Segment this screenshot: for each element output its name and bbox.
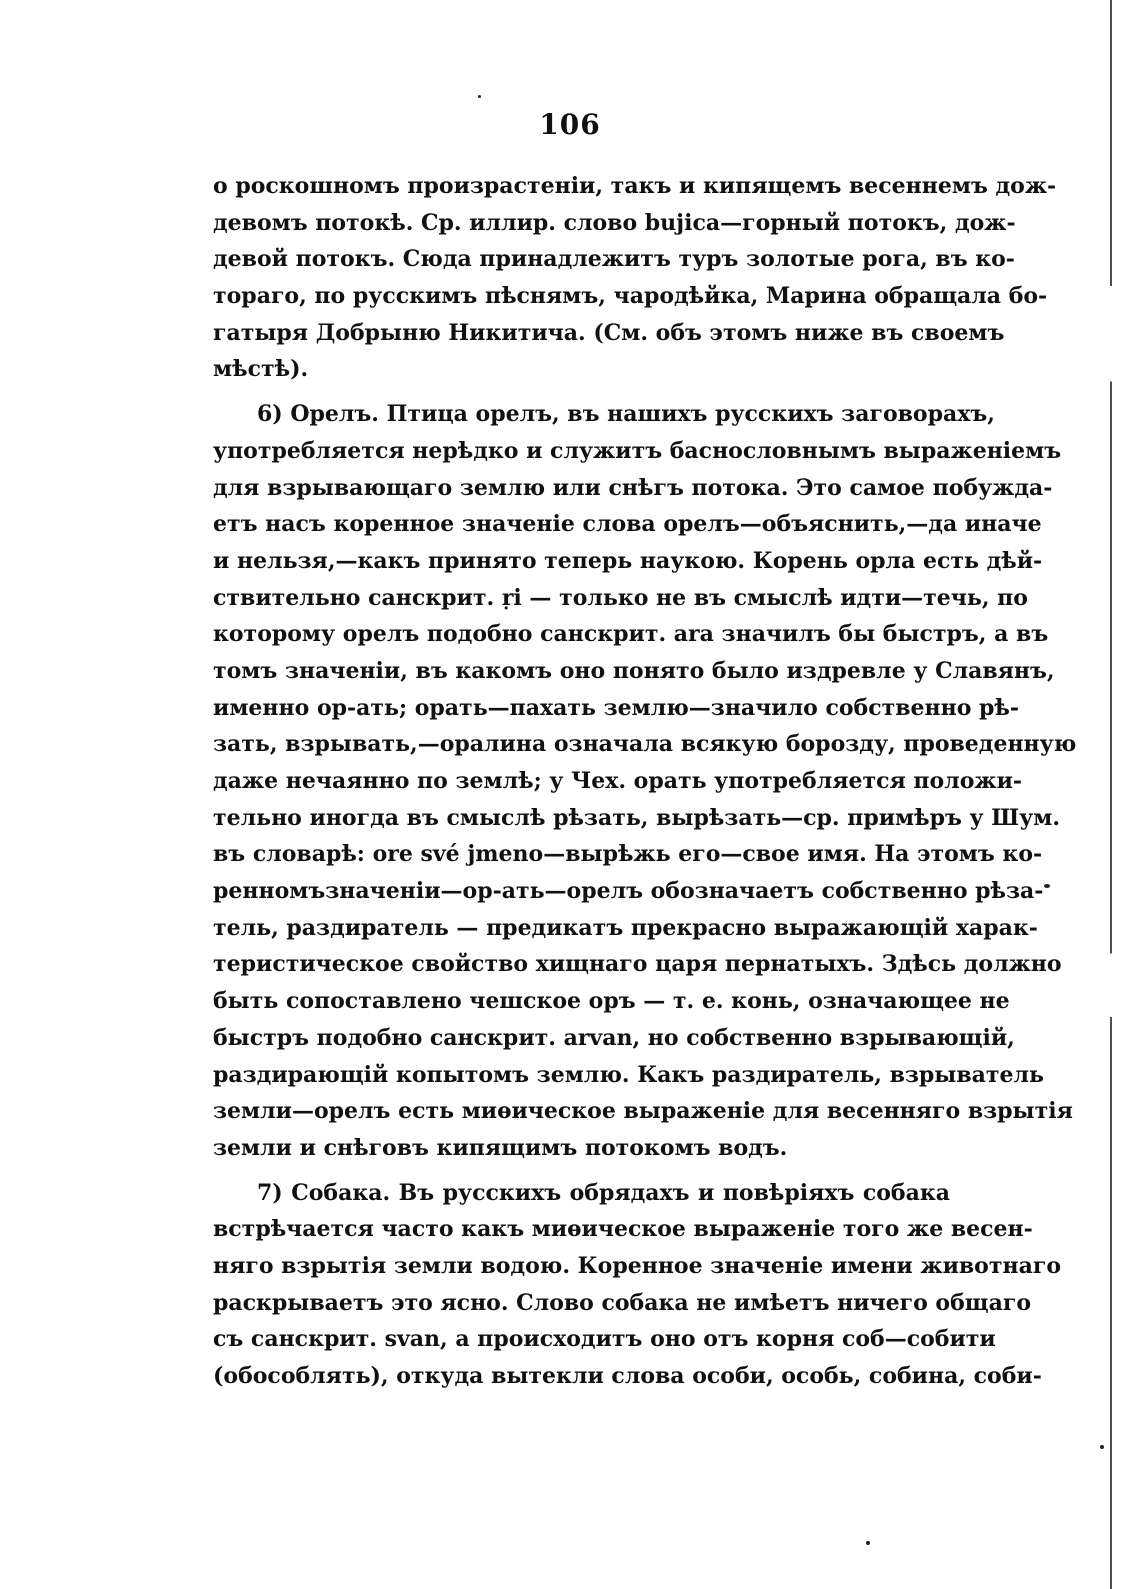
text-line: няго взрытія земли водою. Коренное значеніе имени животнаго	[213, 1252, 1061, 1279]
text-line: раздирающій копытомъ землю. Какъ раздиратель, взрыватель	[213, 1061, 1044, 1088]
paragraph-start-line: 6) Орелъ. Птица орелъ, въ нашихъ русскихъ заговорахъ,	[257, 401, 995, 428]
text-line: етъ насъ коренное значеніе слова орелъ—объяснить,—да иначе	[213, 511, 1042, 538]
text-line: съ санскрит. svan, а происходитъ оно отъ корня соб—собити	[213, 1326, 996, 1353]
scan-speck	[1100, 1445, 1104, 1449]
text-line: быть сопоставлено чешское оръ — т. е. конь, означающее не	[213, 988, 1010, 1015]
text-line: зать, взрывать,—оралина означала всякую борозду, проведенную	[213, 731, 1077, 758]
text-line: ствительно санскрит. ṛi — только не въ смыслѣ идти—течь, по	[213, 584, 1028, 611]
text-line: для взрывающаго землю или снѣгъ потока. Это самое побужда-	[213, 474, 1053, 501]
scan-speck	[478, 95, 481, 98]
body-text	[213, 168, 1077, 1395]
page-number: 106	[539, 108, 601, 141]
scan-speck	[1044, 884, 1050, 888]
text-line: земли—орелъ есть миѳическое выраженіе для весенняго взрытія	[213, 1098, 1073, 1125]
text-line: теристическое свойство хищнаго царя пернатыхъ. Здѣсь должно	[213, 951, 1062, 978]
text-line: быстръ подобно санскрит. arvan, но собственно взрывающій,	[213, 1024, 1015, 1051]
text-line: тораго, по русскимъ пѣснямъ, чародѣйка, Марина обращала бо-	[213, 283, 1048, 310]
text-line: употребляется нерѣдко и служитъ баснословнымъ выраженіемъ	[213, 437, 1062, 464]
text-line: девой потокъ. Сюда принадлежитъ туръ золотые рога, въ ко-	[213, 246, 1015, 273]
text-line: ренномъзначеніи—ор-ать—орелъ обозначаетъ собственно рѣза-	[213, 878, 1044, 905]
text-line: и нельзя,—какъ принято теперь наукою. Корень орла есть дѣй-	[213, 547, 1043, 574]
text-line: въ словарѣ: ore své jmeno—вырѣжь его—свое имя. На этомъ ко-	[213, 841, 1043, 868]
text-line: именно ор-ать; орать—пахать землю—значило собственно рѣ-	[213, 694, 1020, 721]
text-line: мѣстѣ).	[213, 356, 309, 383]
text-line: встрѣчается часто какъ миѳическое выраженіе того же весен-	[213, 1216, 1033, 1243]
paragraph-start-line: 7) Собака. Въ русскихъ обрядахъ и повѣріяхъ собака	[257, 1179, 950, 1206]
text-line: о роскошномъ произрастеніи, такъ и кипящемъ весеннемъ дож-	[213, 173, 1057, 199]
text-line: земли и снѣговъ кипящимъ потокомъ водъ.	[213, 1134, 788, 1161]
text-line: даже нечаянно по землѣ; у Чех. орать употребляется положи-	[213, 768, 1023, 794]
text-line: (обособлять), откуда вытекли слова особи, особь, собина, соби-	[213, 1363, 1042, 1389]
text-line: тель, раздиратель — предикатъ прекрасно выражающій харак-	[213, 914, 1038, 941]
scan-speck	[866, 1541, 870, 1545]
scan-edge-line	[1110, 0, 1112, 1589]
text-line: раскрываетъ это ясно. Слово собака не имѣетъ ничего общаго	[213, 1289, 1031, 1316]
text-line: девомъ потокѣ. Ср. иллир. слово bujica—горный потокъ, дож-	[213, 209, 1016, 236]
text-line: гатыря Добрыню Никитича. (См. объ этомъ ниже въ своемъ	[213, 319, 1005, 346]
text-line: томъ значеніи, въ какомъ оно понято было издревле у Славянъ,	[213, 657, 1055, 684]
text-line: которому орелъ подобно санскрит. ara значилъ бы быстръ, а въ	[213, 621, 1049, 648]
text-line: тельно иногда въ смыслѣ рѣзать, вырѣзать—ср. примѣръ у Шум.	[213, 804, 1061, 831]
